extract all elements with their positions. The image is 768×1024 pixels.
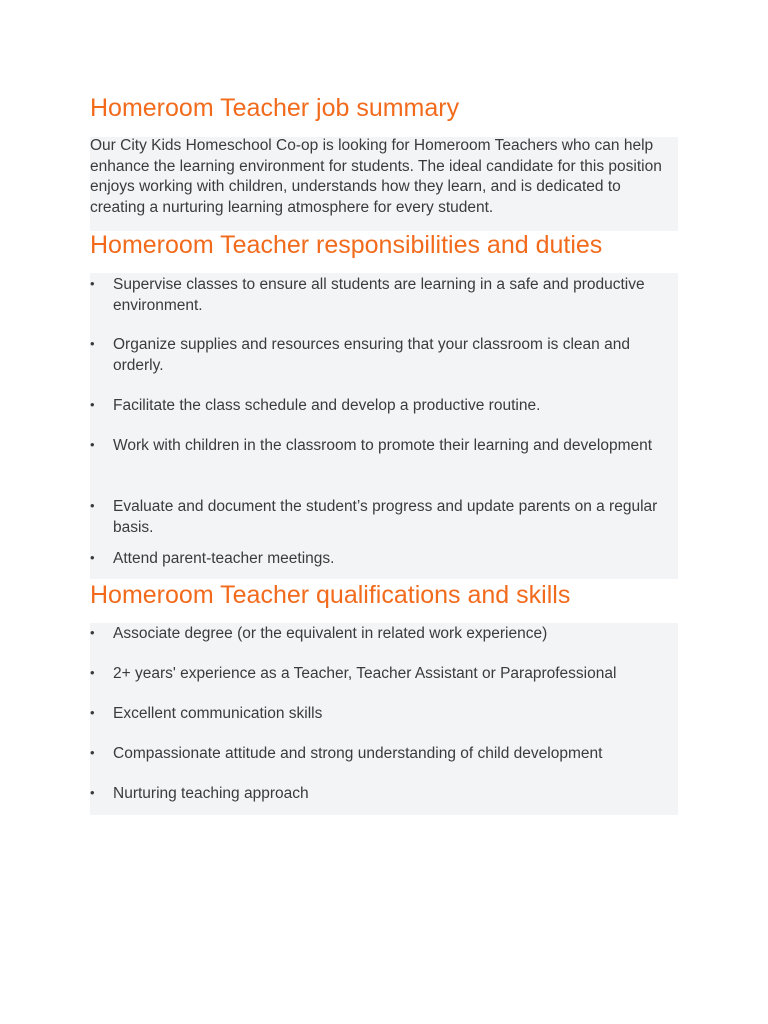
bullet-marker: • <box>90 336 95 351</box>
bullet-marker: • <box>90 550 95 565</box>
qualifications-heading: Homeroom Teacher qualifications and skills <box>90 581 571 609</box>
responsibilities-heading: Homeroom Teacher responsibilities and duties <box>90 231 603 259</box>
bullet-marker: • <box>90 665 95 680</box>
bullet-marker: • <box>90 276 95 291</box>
summary-paragraph: Our City Kids Homeschool Co-op is looking for Homeroom Teachers who can help enhance the learning environment for students. The ideal candidate for this position enjoys working with children, understands how they learn, and is dedicated to creating a nurturing learning atmosphere for every student. <box>90 137 662 216</box>
bullet-marker: • <box>90 625 95 640</box>
list-item-text: Supervise classes to ensure all students are learning in a safe and productive environment. <box>113 276 645 314</box>
list-item-text: Excellent communication skills <box>113 705 323 722</box>
list-item-text: Evaluate and document the student’s progress and update parents on a regular basis. <box>113 498 658 536</box>
list-item-text: Organize supplies and resources ensuring that your classroom is clean and orderly. <box>113 336 630 374</box>
qualifications-panel <box>90 623 678 815</box>
list-item-text: Attend parent-teacher meetings. <box>113 550 335 567</box>
list-item-text: 2+ years' experience as a Teacher, Teacher Assistant or Paraprofessional <box>113 665 617 682</box>
list-item-text: Compassionate attitude and strong understanding of child development <box>113 745 603 762</box>
bullet-marker: • <box>90 397 95 412</box>
list-item-text: Facilitate the class schedule and develop a productive routine. <box>113 397 541 414</box>
summary-heading: Homeroom Teacher job summary <box>90 94 460 122</box>
list-item-text: Associate degree (or the equivalent in related work experience) <box>113 625 548 642</box>
list-item-text: Work with children in the classroom to promote their learning and development <box>113 437 653 454</box>
bullet-marker: • <box>90 705 95 720</box>
bullet-marker: • <box>90 498 95 513</box>
summary-panel <box>90 137 678 231</box>
responsibilities-panel <box>90 273 678 579</box>
list-item-text: Nurturing teaching approach <box>113 785 309 802</box>
bullet-marker: • <box>90 745 95 760</box>
bullet-marker: • <box>90 437 95 452</box>
bullet-marker: • <box>90 785 95 800</box>
